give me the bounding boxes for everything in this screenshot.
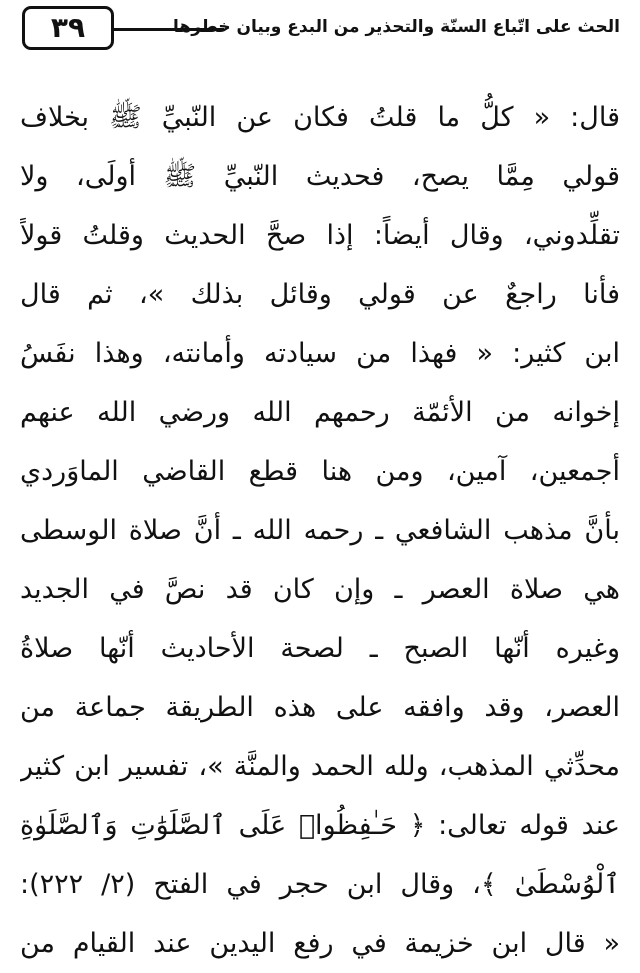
body-text xyxy=(20,88,620,973)
text-line: تقلِّدوني، وقال أيضاً: إذا صحَّ الحديث وقلتُ قولاً xyxy=(20,220,620,251)
text-line: إخوانه من الأئمّة رحمهم الله ورضي الله عنهم xyxy=(20,397,620,428)
running-header xyxy=(0,0,640,80)
text-line: ابن كثير: « فهذا من سيادته وأمانته، وهذا نفَسُ xyxy=(20,338,620,369)
text-line: العصر، وقد وافقه على هذه الطريقة جماعة من xyxy=(20,692,620,723)
quran-verse-line: عند قوله تعالى: ﴿ حَـٰفِظُوا۟ عَلَى ٱلصَّلَوَٰتِ وَٱلصَّلَوٰةِ xyxy=(20,810,620,841)
running-title: الحث على اتّباع السنّة والتحذير من البدع وبيان خطرها xyxy=(173,17,620,37)
text-line: « قال ابن خزيمة في رفع اليدين عند القيام من xyxy=(20,928,620,959)
text-line: وغيره أنّها الصبح ـ لصحة الأحاديث أنّها صلاةُ xyxy=(20,633,620,664)
text-line: أجمعين، آمين، ومن هنا قطع القاضي الماوَردي xyxy=(20,456,620,487)
page-number-frame xyxy=(22,6,114,50)
text-line: فأنا راجعٌ عن قولي وقائل بذلك »، ثم قال xyxy=(20,279,620,310)
text-line: هي صلاة العصر ـ وإن كان قد نصَّ في الجديد xyxy=(20,574,620,605)
text-line: قولي مِمَّا يصح، فحديث النّبيِّ ﷺ أولَى، ولا xyxy=(20,161,620,192)
text-line: بأنَّ مذهب الشافعي ـ رحمه الله ـ أنَّ صلاة الوسطى xyxy=(20,515,620,546)
text-line: محدِّثي المذهب، ولله الحمد والمنَّة »، تفسير ابن كثير xyxy=(20,751,620,782)
page-number: ٣٩ xyxy=(50,11,86,44)
quran-verse-line: ٱلْوُسْطَىٰ ﴾، وقال ابن حجر في الفتح (٢/ ٢٢٢): xyxy=(20,869,620,900)
text-line: قال: « كلُّ ما قلتُ فكان عن النّبيِّ ﷺ بخلاف xyxy=(20,102,620,133)
